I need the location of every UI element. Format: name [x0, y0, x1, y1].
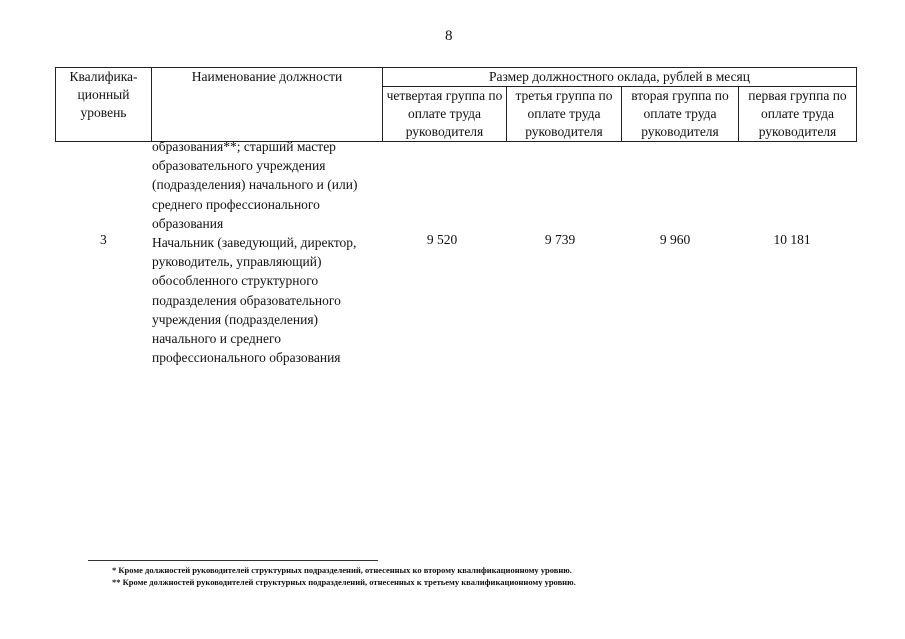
- text-line: образования**; старший мастер: [152, 139, 336, 154]
- row-level: 3: [100, 232, 107, 247]
- footnote-divider: [88, 560, 378, 561]
- text-line: (подразделения) начального и (или): [152, 177, 358, 193]
- value-group-4: 9 520: [426, 232, 458, 247]
- footnote-2: ** Кроме должностей руководителей структурных подразделений, отнесенных к третьему квалификационному уровню.: [112, 577, 576, 587]
- footnote-1: * Кроме должностей руководителей структурных подразделений, отнесенных ко второму квалификационному уровню.: [112, 565, 572, 575]
- text-line: учреждения (подразделения): [152, 311, 319, 327]
- text-line: руководитель, управляющий): [152, 254, 322, 270]
- salary-table-header: [55, 67, 857, 142]
- text-line: подразделения образовательного: [152, 292, 341, 308]
- text-line: Начальник (заведующий, директор,: [152, 235, 357, 251]
- header-group-4: четвертая группа по оплате труда руководителя: [383, 87, 507, 142]
- header-level: Квалифика-ционный уровень: [56, 68, 152, 142]
- text-line: обособленного структурного: [152, 273, 319, 289]
- value-group-1: 10 181: [773, 232, 811, 247]
- text-line: начального и среднего: [152, 331, 281, 347]
- position-text: [152, 137, 392, 367]
- text-line: образовательного учреждения: [152, 158, 326, 174]
- header-group-2: вторая группа по оплате труда руководителя: [622, 87, 739, 142]
- value-group-2: 9 960: [659, 232, 691, 247]
- text-line: образования: [152, 215, 224, 231]
- header-salary: Размер должностного оклада, рублей в месяц: [383, 68, 857, 87]
- page-number: 8: [445, 28, 453, 44]
- header-position: Наименование должности: [152, 68, 383, 142]
- header-group-3: третья группа по оплате труда руководителя: [507, 87, 622, 142]
- header-group-1: первая группа по оплате труда руководителя: [739, 87, 857, 142]
- text-line: профессионального образования: [152, 350, 341, 366]
- value-group-3: 9 739: [544, 232, 576, 247]
- text-line: среднего профессионального: [152, 196, 320, 212]
